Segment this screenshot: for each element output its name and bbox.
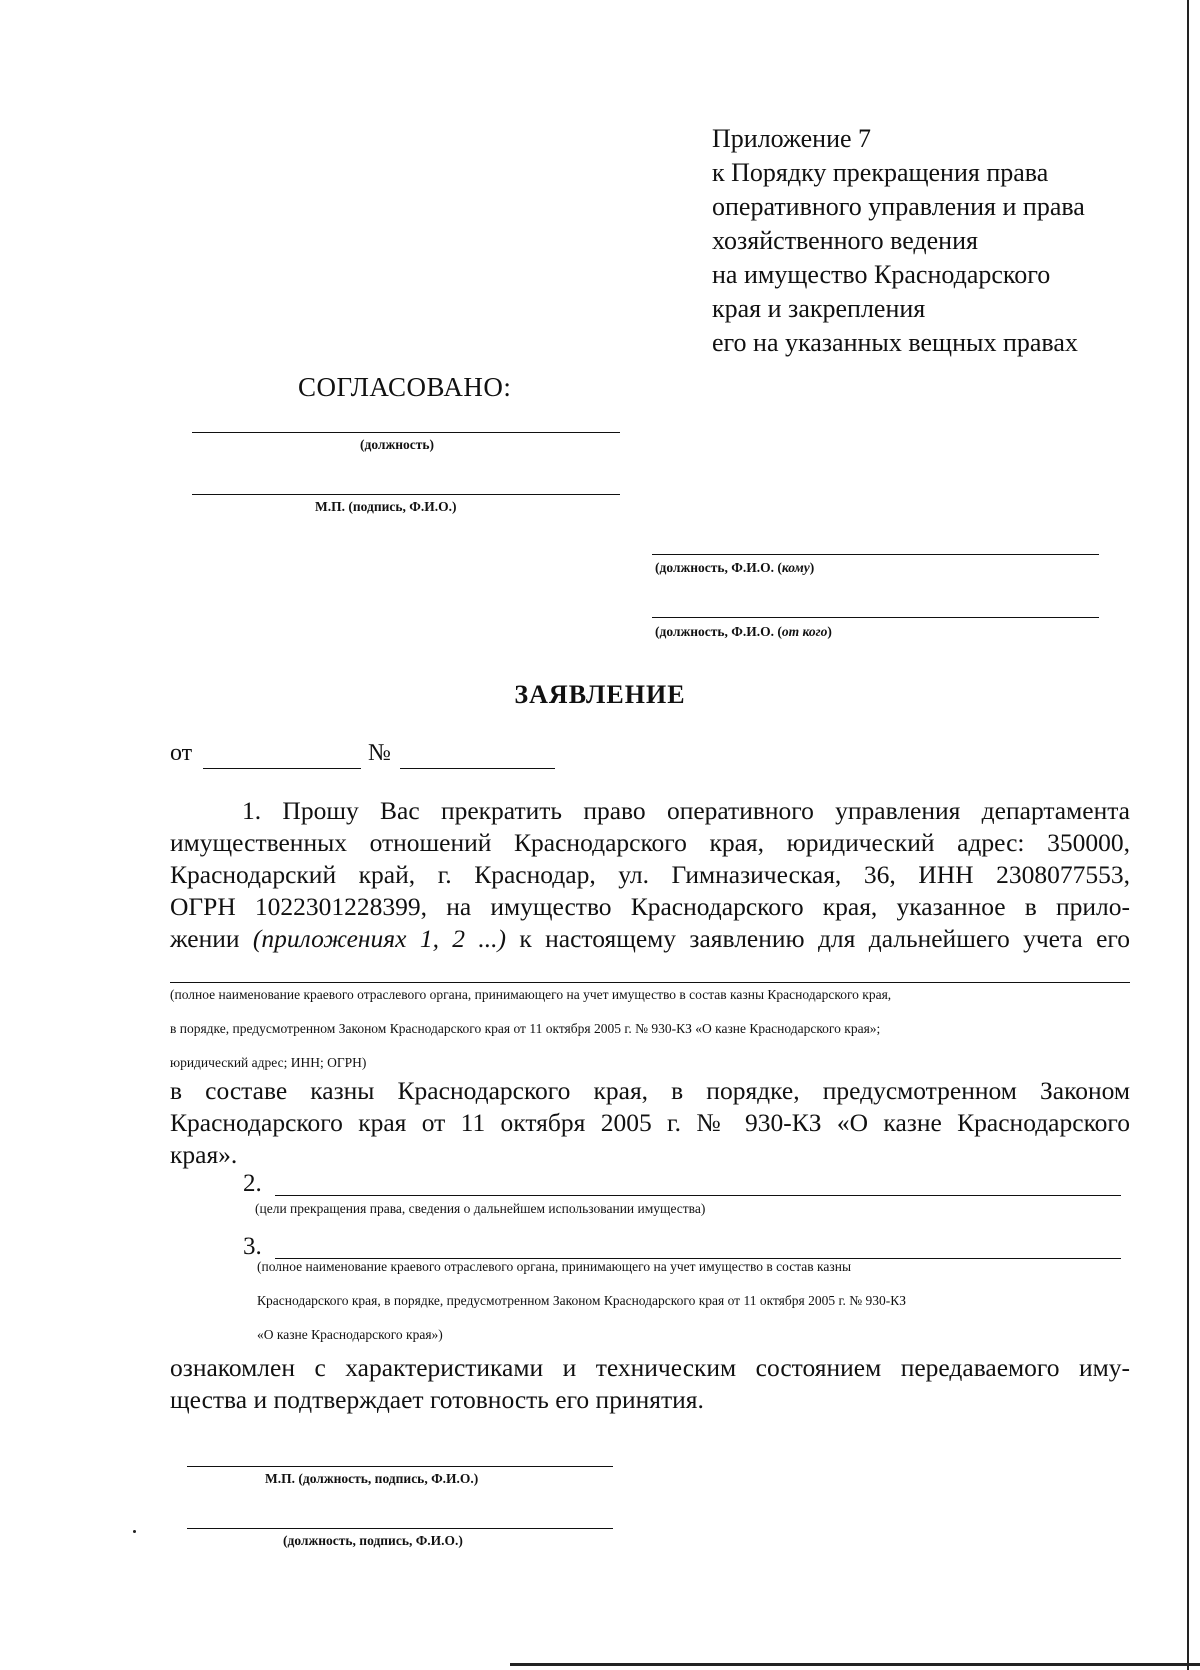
item-3-number: 3. xyxy=(243,1233,262,1260)
annex-line: к Порядку прекращения права xyxy=(712,158,1049,187)
scan-edge-right xyxy=(1187,0,1189,1670)
scan-speck xyxy=(133,1530,136,1533)
item-2-number: 2. xyxy=(243,1170,262,1197)
signature-1-line xyxy=(187,1466,613,1467)
signature-2-caption: (должность, подпись, Ф.И.О.) xyxy=(283,1533,463,1548)
dateline xyxy=(170,740,192,767)
item-2-caption: (цели прекращения права, сведения о дальнейшем использовании имущества) xyxy=(255,1201,706,1216)
paragraph-line: ознакомлен с характеристиками и техническим состоянием передаваемого иму- xyxy=(170,1353,1130,1382)
approval-position-caption: (должность) xyxy=(360,437,435,452)
organ-caption-line: (полное наименование краевого отраслевого органа, принимающего на учет имущество в состав казны Краснодарского края, xyxy=(170,987,892,1002)
paragraph-acknowledgement xyxy=(170,1352,1130,1416)
addressee-from-line xyxy=(652,617,1099,618)
signature-2-line xyxy=(187,1528,613,1529)
approval-signature-line xyxy=(192,494,620,495)
paragraph-line: жении (приложениях 1, 2 ...) к настоящему заявлению для дальнейшего учета его xyxy=(170,924,1130,953)
document-title: ЗАЯВЛЕНИЕ xyxy=(514,680,686,709)
number-label: № xyxy=(368,740,391,766)
scan-edge-bottom xyxy=(510,1663,1200,1666)
paragraph-line: Краснодарский край, г. Краснодар, ул. Гимназическая, 36, ИНН 2308077553, xyxy=(170,860,1130,889)
paragraph-line: Краснодарского края от 11 октября 2005 г. № 930-КЗ «О казне Краснодарского xyxy=(170,1108,1130,1137)
annex-line: края и закрепления xyxy=(712,294,926,323)
paragraph-line: имущественных отношений Краснодарского края, юридический адрес: 350000, xyxy=(170,828,1130,857)
addressee-to-line xyxy=(652,554,1099,555)
organ-caption-line: в порядке, предусмотренном Законом Краснодарского края от 11 октября 2005 г. № 930-КЗ «О казне Краснодарского края»; xyxy=(170,1021,881,1036)
paragraph-line: в составе казны Краснодарского края, в порядке, предусмотренном Законом xyxy=(170,1076,1130,1105)
paragraph-line: щества и подтверждает готовность его принятия. xyxy=(170,1385,704,1414)
signature-1-caption: М.П. (должность, подпись, Ф.И.О.) xyxy=(265,1471,479,1486)
approval-signature-caption: М.П. (подпись, Ф.И.О.) xyxy=(315,499,457,514)
annex-line: оперативного управления и права xyxy=(712,192,1085,221)
annex-line: его на указанных вещных правах xyxy=(712,328,1078,357)
annex-line: хозяйственного ведения xyxy=(712,226,978,255)
addressee-to-caption: (должность, Ф.И.О. (кому) xyxy=(655,560,815,575)
organ-caption xyxy=(170,978,1130,1080)
item-3-caption-line: Краснодарского края, в порядке, предусмотренном Законом Краснодарского края от 11 октября 2005 г. № 930-КЗ xyxy=(257,1293,907,1308)
annex-line: Приложение 7 xyxy=(712,124,872,153)
paragraph-line: 1. Прошу Вас прекратить право оперативного управления департамента xyxy=(242,796,1130,825)
organ-caption-line: юридический адрес; ИНН; ОГРН) xyxy=(170,1055,367,1070)
annex-header xyxy=(712,122,1085,360)
paragraph-1 xyxy=(170,795,1130,955)
date-label: от xyxy=(170,740,193,766)
item-3-caption-line: (полное наименование краевого отраслевого органа, принимающего на учет имущество в состав казны xyxy=(257,1259,852,1274)
item-3-caption xyxy=(257,1250,1130,1352)
paragraph-line: края». xyxy=(170,1140,238,1169)
approval-position-line xyxy=(192,432,620,433)
item-3-caption-line: «О казне Краснодарского края») xyxy=(257,1327,443,1342)
paragraph-1-continuation xyxy=(170,1075,1130,1171)
addressee-from-caption: (должность, Ф.И.О. (от кого) xyxy=(655,624,832,639)
annex-line: на имущество Краснодарского xyxy=(712,260,1051,289)
number-fill-line xyxy=(400,768,555,769)
approval-heading: СОГЛАСОВАНО: xyxy=(298,372,512,402)
paragraph-line: ОГРН 1022301228399, на имущество Краснодарского края, указанное в прило- xyxy=(170,892,1130,921)
date-fill-line xyxy=(203,768,361,769)
